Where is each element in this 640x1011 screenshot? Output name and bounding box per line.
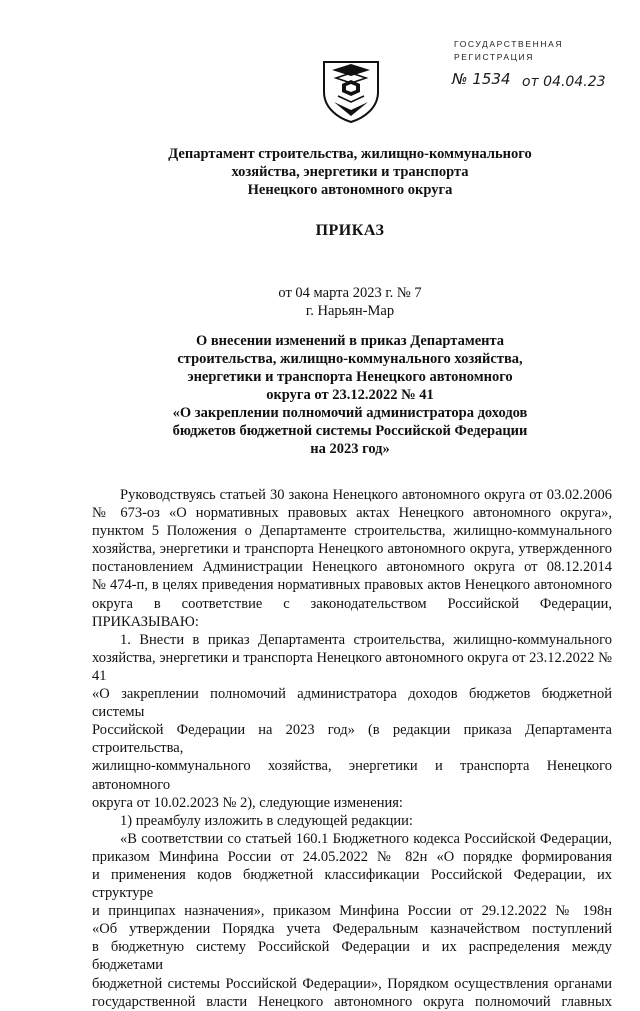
body-line: приказом Минфина России от 24.05.2022 № 82н «О порядке формирования xyxy=(92,848,612,865)
body-line: государственной власти Ненецкого автономного округа полномочий главных xyxy=(92,993,612,1010)
body-line: жилищно-коммунального хозяйства, энергетики и транспорта Ненецкого автономного xyxy=(92,758,612,793)
header-line: Департамент строительства, жилищно-коммунального xyxy=(168,146,532,162)
body-line: «Об утверждении Порядка учета Федеральным казначейством поступлений xyxy=(92,921,612,938)
document-date-block xyxy=(80,284,620,320)
subject-line: строительства, жилищно-коммунального хозяйства, xyxy=(177,351,523,367)
body-line: «В соответствии со статьей 160.1 Бюджетного кодекса Российской Федерации, xyxy=(120,830,612,847)
department-header xyxy=(80,145,620,199)
subject-line: бюджетов бюджетной системы Российской Федерации xyxy=(172,423,528,439)
body-line: хозяйства, энергетики и транспорта Ненецкого автономного округа, утвержденного xyxy=(92,541,612,558)
body-line: Российской Федерации на 2023 год» (в редакции приказа Департамента строительства, xyxy=(92,722,612,757)
subject-line: на 2023 год» xyxy=(310,441,390,457)
header-line: хозяйства, энергетики и транспорта xyxy=(231,164,469,180)
stamp-line-1: ГОСУДАРСТВЕННАЯ xyxy=(454,39,564,49)
body-line: округа в соответствие с законодательством Российской Федерации, ПРИКАЗЫВАЮ: xyxy=(92,595,612,630)
body-line: бюджетной системы Российской Федерации», Порядком осуществления органами xyxy=(92,975,612,992)
document-title: ПРИКАЗ xyxy=(315,222,385,239)
body-line: 1) преамбулу изложить в следующей редакции: xyxy=(120,812,413,829)
body-line: пунктом 5 Положения о Департаменте строительства, жилищно-коммунального xyxy=(92,523,612,540)
body-line: хозяйства, энергетики и транспорта Ненецкого автономного округа от 23.12.2022 № 41 xyxy=(92,649,612,684)
subject-line: О внесении изменений в приказ Департамента xyxy=(195,333,505,349)
body-line: «О закреплении полномочий администратора доходов бюджетов бюджетной системы xyxy=(92,686,612,721)
coat-of-arms-icon xyxy=(318,58,384,124)
subject-line: энергетики и транспорта Ненецкого автономного xyxy=(187,369,513,385)
document-city: г. Нарьян-Мар xyxy=(305,303,395,319)
body-line: в бюджетную систему Российской Федерации и их распределения между бюджетами xyxy=(92,939,612,974)
registration-stamp xyxy=(454,38,563,64)
subject-line: «О закреплении полномочий администратора доходов xyxy=(172,405,528,421)
registration-date: от 04.04.23 xyxy=(522,74,606,90)
stamp-line-2: РЕГИСТРАЦИЯ xyxy=(454,52,535,62)
body-line: и применения кодов бюджетной классификации Российской Федерации, их структуре xyxy=(92,866,612,902)
body-line: № 673-оз «О нормативных правовых актах Ненецкого автономного округа», xyxy=(92,505,612,522)
document-subject xyxy=(80,332,620,458)
body-line: постановлением Администрации Ненецкого автономного округа от 08.12.2014 xyxy=(92,559,612,576)
body-line: и принципах назначения», приказом Минфина России от 29.12.2022 № 198н xyxy=(92,903,612,920)
document-date: от 04 марта 2023 г. № 7 xyxy=(278,285,422,301)
body-line: Руководствуясь статьей 30 закона Ненецкого автономного округа от 03.02.2006 xyxy=(120,487,612,503)
registration-number: № 1534 xyxy=(452,70,511,88)
header-line: Ненецкого автономного округа xyxy=(247,182,453,198)
body-line: округа от 10.02.2023 № 2), следующие изменения: xyxy=(92,794,403,811)
document-body xyxy=(92,486,612,1011)
body-line: 1. Внести в приказ Департамента строительства, жилищно-коммунального xyxy=(120,631,612,648)
body-line: № 474-п, в целях приведения нормативных правовых актов Ненецкого автономного xyxy=(92,577,612,594)
subject-line: округа от 23.12.2022 № 41 xyxy=(266,387,434,403)
